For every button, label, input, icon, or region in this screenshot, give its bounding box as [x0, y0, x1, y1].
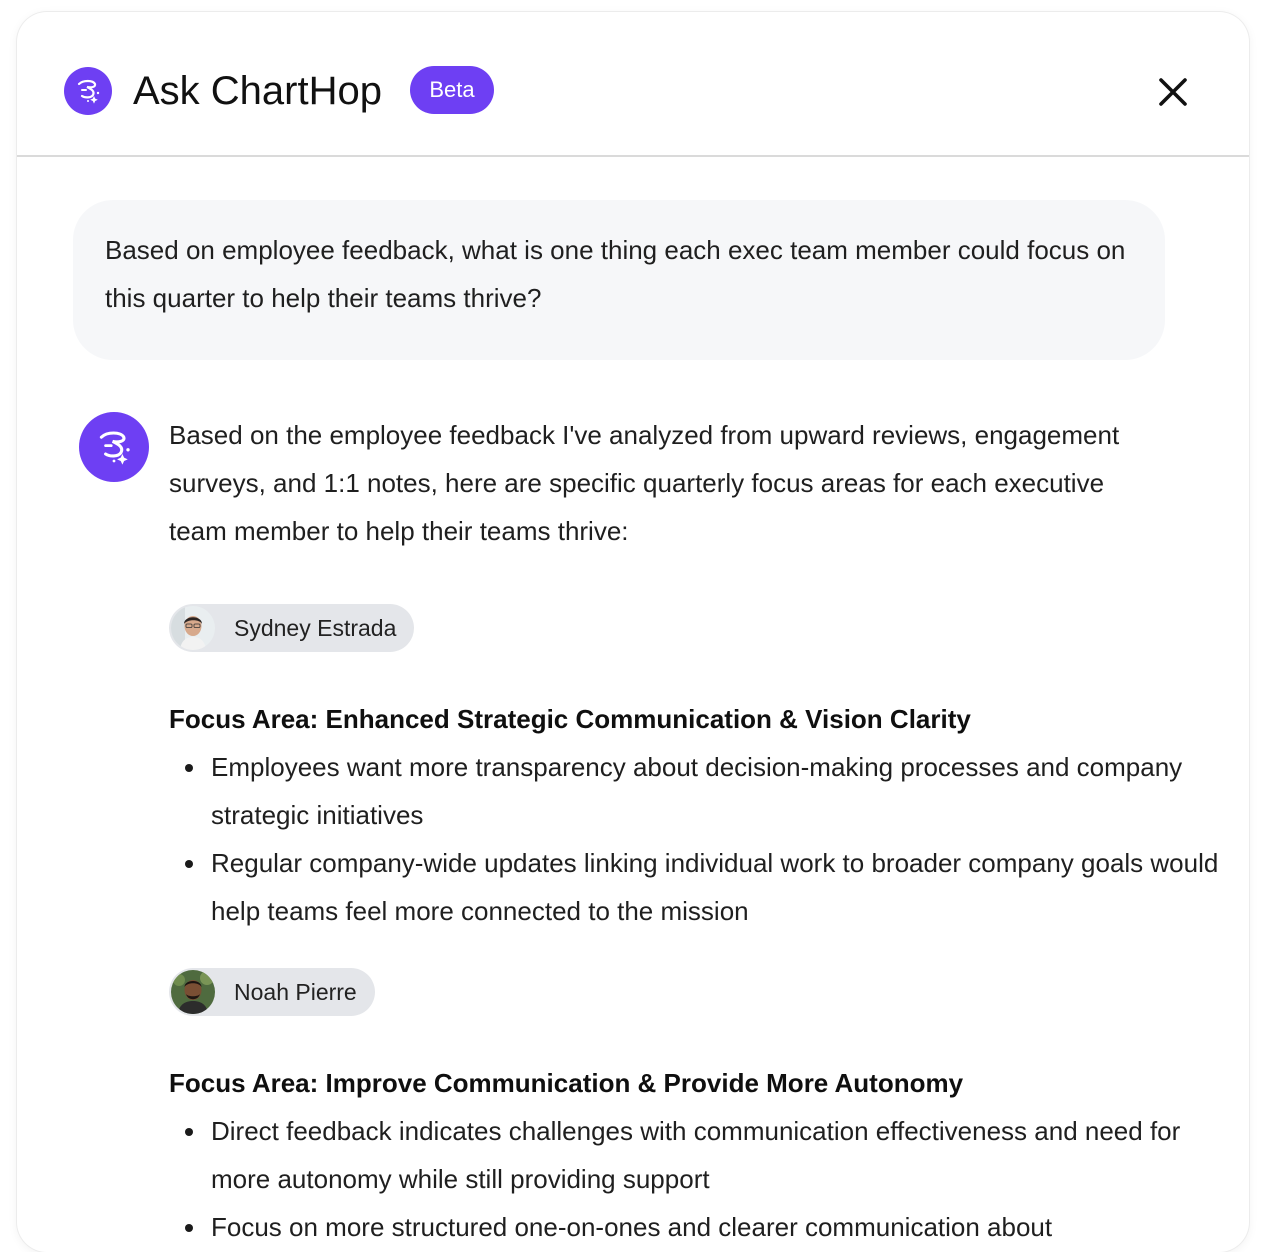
member-section [169, 935, 1219, 1251]
person-name: Noah Pierre [234, 979, 357, 1005]
avatar [171, 970, 215, 1014]
focus-area-heading: Focus Area: Improve Communication & Provide More Autonomy [169, 1068, 964, 1098]
close-icon[interactable] [1153, 72, 1193, 112]
person-name: Sydney Estrada [234, 615, 397, 641]
focus-bullets [169, 743, 1219, 935]
focus-area-heading: Focus Area: Enhanced Strategic Communication & Vision Clarity [169, 704, 971, 734]
list-item: Regular company-wide updates linking individual work to broader company goals would help teams feel more connected to the mission [169, 839, 1219, 935]
assistant-answer [169, 411, 1219, 1251]
focus-bullets [169, 1107, 1219, 1251]
beta-badge: Beta [410, 66, 494, 114]
member-section [169, 555, 1219, 935]
charthop-ai-logo-icon [64, 67, 112, 115]
person-chip[interactable] [169, 968, 375, 1016]
ask-charthop-panel [17, 12, 1249, 1252]
person-chip[interactable] [169, 604, 414, 652]
list-item: Direct feedback indicates challenges with communication effectiveness and need for more autonomy while still providing support [169, 1107, 1219, 1203]
list-item: Employees want more transparency about decision-making processes and company strategic initiatives [169, 743, 1219, 839]
panel-header [17, 12, 1249, 157]
user-question-bubble: Based on employee feedback, what is one thing each exec team member could focus on this quarter to help their teams thrive? [73, 200, 1165, 360]
panel-title: Ask ChartHop [133, 69, 382, 113]
avatar [171, 606, 215, 650]
list-item: Focus on more structured one-on-ones and clearer communication about [169, 1203, 1219, 1251]
answer-intro: Based on the employee feedback I've analyzed from upward reviews, engagement surveys, and 1:1 notes, here are specific quarterly focus areas for each executive team member to help their teams thrive: [169, 420, 1120, 546]
charthop-ai-avatar-icon [79, 412, 149, 482]
